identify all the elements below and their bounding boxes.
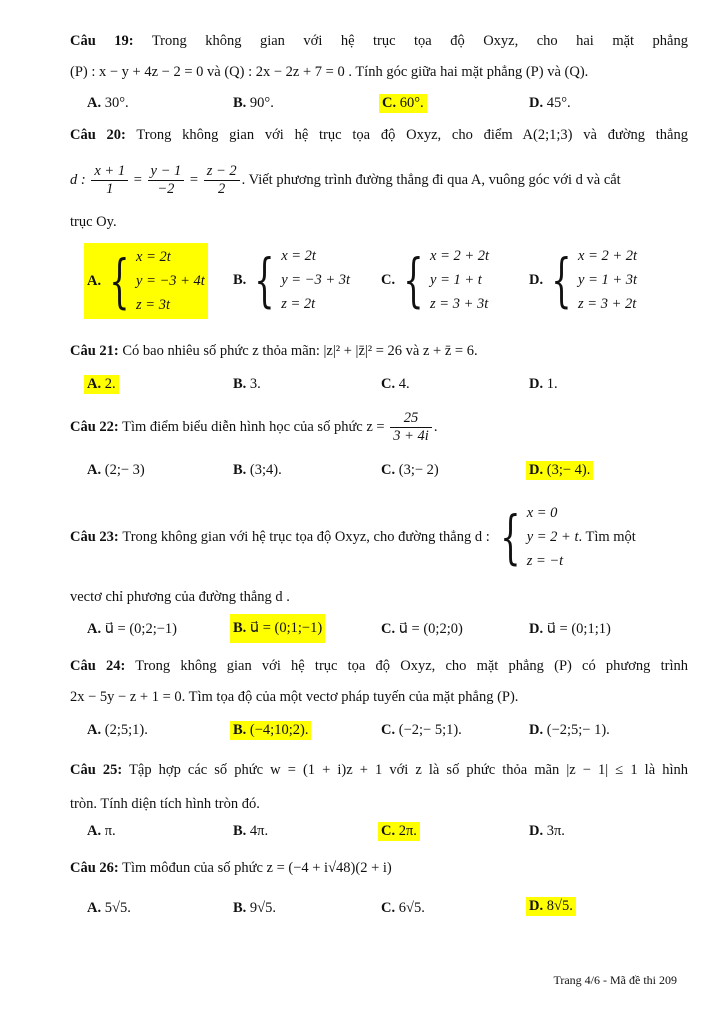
option-d[interactable]: D. 3π. <box>529 823 565 839</box>
question-label: Câu 19: <box>70 33 134 49</box>
option-b[interactable]: B. (3;4). <box>233 462 282 478</box>
question-20 <box>70 127 688 144</box>
option-c[interactable]: C. u⃗ = (0;2;0) <box>381 621 463 637</box>
option-a[interactable]: A. u⃗ = (0;2;−1) <box>87 621 177 637</box>
question-21 <box>70 343 478 360</box>
option-b[interactable]: B. 4π. <box>233 823 269 839</box>
option-a[interactable]: A. 30°. <box>87 95 129 111</box>
question-text: 2x − 5y − z + 1 = 0. Tìm tọa độ của một vectơ pháp tuyến của mặt phẳng (P). <box>70 689 519 705</box>
question-label: Câu 23: <box>70 528 119 545</box>
option-b[interactable]: B. 3. <box>233 376 261 392</box>
question-23: Câu 23: Trong không gian với hệ trục tọa độ Oxyz, cho đường thẳng d : { x = 0 y = 2 + t z = −t . Tìm một <box>70 503 636 571</box>
question-label: Câu 25: <box>70 762 123 778</box>
question-26 <box>70 860 392 877</box>
option-b[interactable]: B. 90°. <box>233 95 274 111</box>
option-d[interactable]: D. { x = 2 + 2t y = 1 + 3t z = 3 + 2t <box>529 246 638 314</box>
option-b[interactable]: B. { x = 2t y = −3 + 3t z = 2t <box>233 246 351 314</box>
question-text: Trong không gian với hệ trục tọa độ Oxyz, cho hai mặt phẳng <box>151 33 688 49</box>
option-a[interactable]: A. (2;5;1). <box>87 722 148 738</box>
option-a[interactable]: A. (2;− 3) <box>87 462 145 478</box>
question-equation: d : $\frac{x + 1}{1}$ = $\frac{y - 1}{-2}$ = $\frac{z - 2}{2}$ . Viết phương trình đường thẳng đi qua A, vuông góc với d và cắt <box>70 163 621 197</box>
question-label: Câu 26: <box>70 860 119 876</box>
question-text: Tập hợp các số phức w = (1 + i)z + 1 với z là số phức thỏa mãn |z − 1| ≤ 1 là hình <box>129 762 688 778</box>
option-c-correct[interactable]: C. 2π. <box>378 822 420 841</box>
option-d-correct[interactable]: D. (3;− 4). <box>526 461 593 480</box>
question-text: Trong không gian với hệ trục tọa độ Oxyz, cho điểm A(2;1;3) và đường thẳng <box>136 127 688 143</box>
question-label: Câu 21: <box>70 343 119 359</box>
option-c[interactable]: C. (−2;− 5;1). <box>381 722 462 738</box>
option-a[interactable]: A. 5√5. <box>87 900 131 916</box>
option-a-correct[interactable]: A. 2. <box>84 375 119 394</box>
page-footer: Trang 4/6 - Mã đề thi 209 <box>553 973 677 987</box>
question-text: vectơ chỉ phương của đường thẳng d . <box>70 589 290 605</box>
question-25 <box>70 762 688 779</box>
question-label: Câu 20: <box>70 127 126 143</box>
option-c-correct[interactable]: C. 60°. <box>379 94 427 113</box>
question-text: Trong không gian với hệ trục tọa độ Oxyz, cho mặt phẳng (P) có phương trình <box>135 658 688 674</box>
question-text: Có bao nhiêu số phức z thỏa mãn: |z|² + |z̄|² = 26 và z + z̄ = 6. <box>122 343 478 359</box>
question-text: Tìm điểm biểu diễn hình học của số phức z = <box>122 418 385 435</box>
option-a-correct[interactable]: A. { x = 2t y = −3 + 4t z = 3t <box>84 243 208 319</box>
option-c[interactable]: C. 6√5. <box>381 900 425 916</box>
question-19 <box>70 33 688 50</box>
option-b[interactable]: B. 9√5. <box>233 900 277 916</box>
option-c[interactable]: C. 4. <box>381 376 410 392</box>
question-24 <box>70 658 688 675</box>
option-d[interactable]: D. u⃗ = (0;1;1) <box>529 621 611 637</box>
question-text: tròn. Tính diện tích hình tròn đó. <box>70 796 260 812</box>
option-d[interactable]: D. (−2;5;− 1). <box>529 722 610 738</box>
option-b-correct[interactable]: B. (−4;10;2). <box>230 721 311 740</box>
option-c[interactable]: C. { x = 2 + 2t y = 1 + t z = 3 + 3t <box>381 246 490 314</box>
question-text: trục Oy. <box>70 214 117 230</box>
option-c[interactable]: C. (3;− 2) <box>381 462 439 478</box>
question-label: Câu 22: <box>70 418 119 435</box>
option-a[interactable]: A. π. <box>87 823 116 839</box>
question-22: Câu 22: Tìm điểm biểu diễn hình học của số phức z = $\frac{25}{3 + 4i}$ . <box>70 410 438 444</box>
question-label: Câu 24: <box>70 658 126 674</box>
question-text: Tìm môđun của số phức z = (−4 + i√48)(2 + i) <box>122 860 392 876</box>
option-d-correct[interactable]: D. 8√5. <box>526 897 576 916</box>
question-text: Trong không gian với hệ trục tọa độ Oxyz, cho đường thẳng d : <box>122 528 490 545</box>
option-d[interactable]: D. 45°. <box>529 95 571 111</box>
option-d[interactable]: D. 1. <box>529 376 558 392</box>
option-b-correct[interactable]: B. u⃗ = (0;1;−1) <box>230 614 325 643</box>
question-text: (P) : x − y + 4z − 2 = 0 và (Q) : 2x − 2z + 7 = 0 . Tính góc giữa hai mặt phẳng (P) và (Q). <box>70 64 589 80</box>
